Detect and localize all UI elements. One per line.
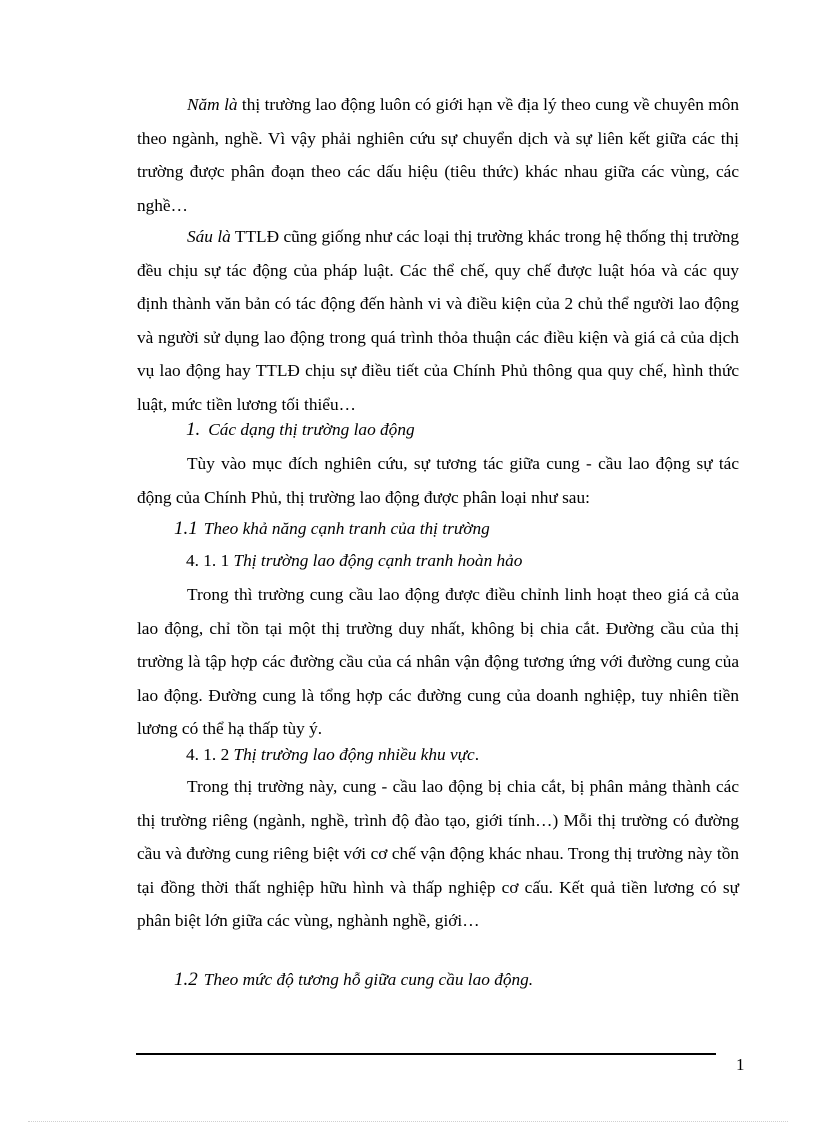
heading-1	[186, 413, 415, 447]
paragraph-classification	[137, 447, 739, 514]
footer-rule	[136, 1053, 716, 1055]
heading-tail: .	[474, 745, 480, 764]
page-edge-divider	[28, 1121, 788, 1122]
heading-number: 4. 1. 1	[186, 551, 234, 570]
paragraph-text: Tùy vào mục đích nghiên cứu, sự tương tác giữa cung - cầu lao động sự tác động của Chính Phủ, thị trường lao động được phân loại như sau:	[137, 454, 739, 507]
heading-1-1	[174, 512, 490, 546]
heading-4-1-1	[186, 544, 522, 578]
heading-title: Theo khả năng cạnh tranh của thị trường	[203, 519, 490, 538]
page-number: 1	[736, 1055, 745, 1074]
paragraph-text: TTLĐ cũng giống như các loại thị trường khác trong hệ thống thị trường đều chịu sự tác động của pháp luật. Các thể chế, quy chế được luật hóa và các quy định thành văn bản có tác động đến hành vi và điều kiện của 2 chủ thể người lao động và người sử dụng lao động trong quá trình thỏa thuận các điều kiện và giá cả của dịch vụ lao động hay TTLĐ chịu sự điều tiết của Chính Phủ thông qua quy chế, hình thức luật, mức tiền lương tối thiểu…	[137, 227, 740, 414]
heading-title: Theo mức độ tương hỗ giữa cung cầu lao động.	[203, 970, 534, 989]
heading-title: Thị trường lao động cạnh tranh hoàn hảo	[233, 551, 523, 570]
paragraph-multi-sector	[137, 770, 739, 938]
heading-number: 1.1	[174, 518, 198, 539]
heading-1-2	[174, 963, 533, 997]
heading-number: 1.	[186, 419, 201, 440]
heading-4-1-2	[186, 738, 479, 772]
paragraph-nam-la	[137, 88, 739, 222]
heading-title: Thị trường lao động nhiều khu vực	[233, 745, 475, 764]
heading-title: Các dạng thị trường lao động	[208, 420, 415, 439]
paragraph-text: thị trường lao động luôn có giới hạn về địa lý theo cung về chuyên môn theo ngành, nghề. Vì vậy phải nghiên cứu sự chuyển dịch và sự liên kết giữa các thị trường được phân đoạn theo các dấu hiệu (tiêu thức) khác nhau giữa các vùng, các nghề…	[137, 95, 739, 215]
paragraph-perfect-competition	[137, 578, 739, 746]
paragraph-sau-la	[137, 220, 739, 422]
heading-number: 4. 1. 2	[186, 745, 234, 764]
paragraph-lead: Năm là	[187, 95, 238, 114]
heading-number: 1.2	[174, 969, 198, 990]
paragraph-text: Trong thị trường này, cung - cầu lao động bị chia cắt, bị phân mảng thành các thị trường riêng (ngành, nghề, trình độ đào tạo, giới tính…) Mỗi thị trường có đường cầu và đường cung riêng biệt với cơ chế vận động khác nhau. Trong thị trường này tồn tại đồng thời thất nghiệp hữu hình và thấp nghiệp cơ cấu. Kết quả tiền lương có sự phân biệt lớn giữa các vùng, nghành nghề, giới…	[137, 777, 739, 931]
paragraph-text: Trong thì trường cung cầu lao động được điều chỉnh linh hoạt theo giá cả của lao động, chỉ tồn tại một thị trường duy nhất, không bị chia cắt. Đường cầu của thị trường là tập hợp các đường cầu của cá nhân vận động tương ứng với đường cung của lao động. Đường cung là tổng hợp các đường cung của doanh nghiệp, tuy nhiên tiền lương có thể hạ thấp tùy ý.	[137, 585, 739, 739]
paragraph-lead: Sáu là	[187, 227, 231, 246]
